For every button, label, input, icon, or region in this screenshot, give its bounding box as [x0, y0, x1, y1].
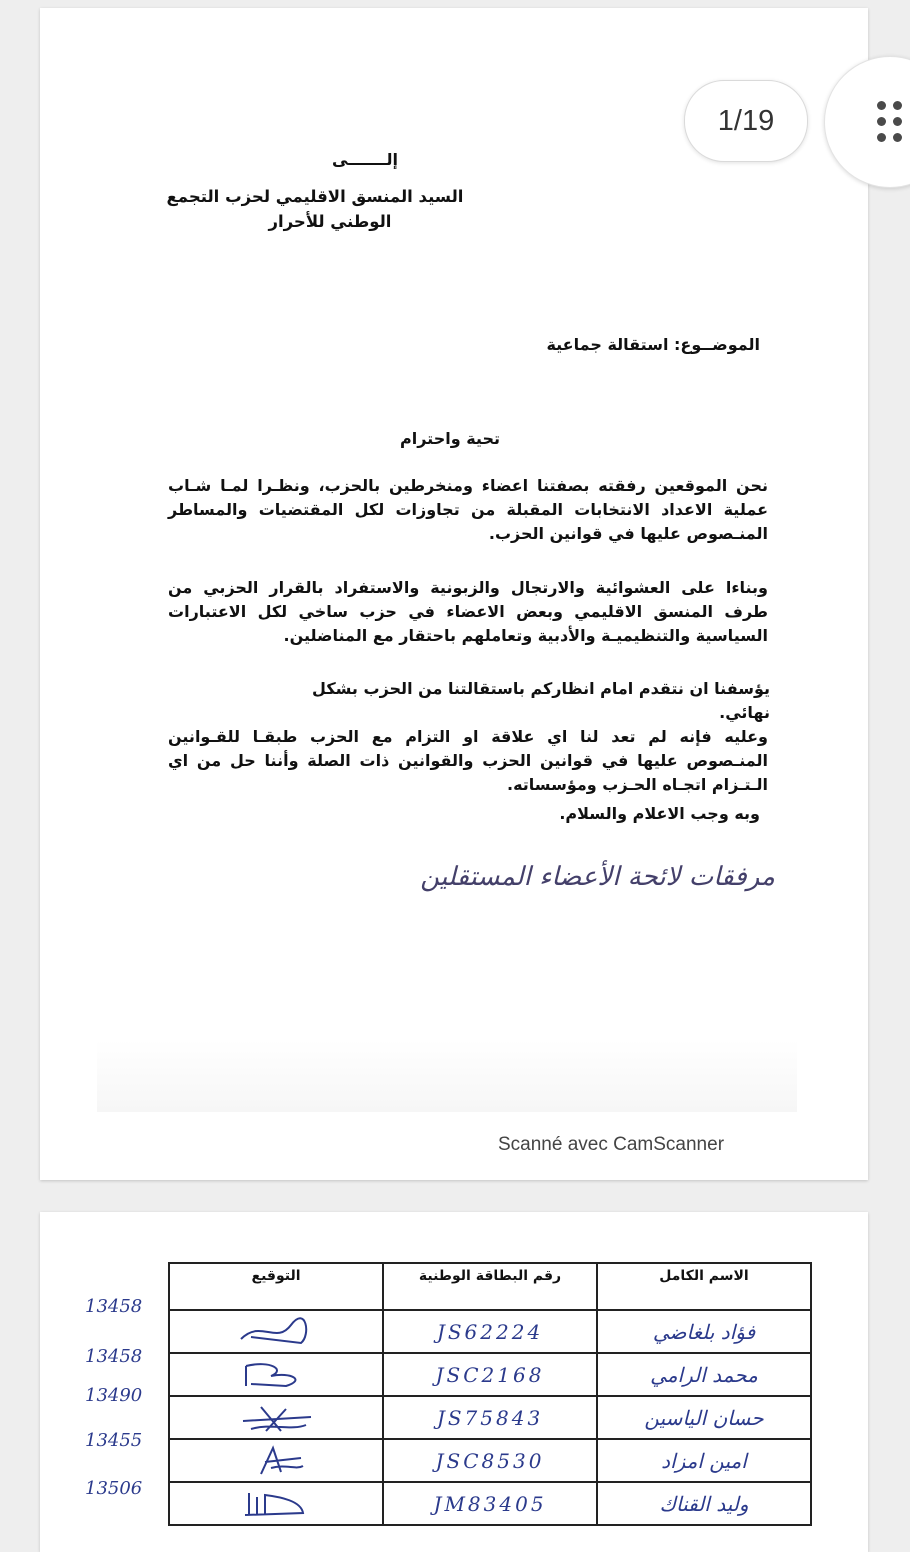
- member-name: حسان الياسين: [597, 1396, 811, 1439]
- margin-number: 13490: [85, 1385, 143, 1406]
- margin-number: 13506: [85, 1478, 143, 1499]
- member-signature: [169, 1396, 383, 1439]
- addressee-line-1: السيد المنسق الاقليمي لحزب التجمع: [166, 187, 464, 206]
- member-card-number: JS62224: [383, 1310, 597, 1353]
- table-row: [169, 1353, 811, 1396]
- member-signature: [169, 1439, 383, 1482]
- table-row: [169, 1439, 811, 1482]
- addressee-heading: إلـــــــى: [332, 150, 398, 169]
- member-card-number: JM83405: [383, 1482, 597, 1525]
- margin-number: 13458: [85, 1296, 143, 1317]
- member-signature: [169, 1353, 383, 1396]
- document-page-2: [40, 1212, 868, 1552]
- members-table: [168, 1262, 812, 1526]
- margin-number: 13458: [85, 1346, 143, 1367]
- letter-subject: الموضــوع: استقالة جماعية: [546, 335, 760, 354]
- letter-greeting: تحية واحترام: [400, 429, 500, 448]
- member-signature: [169, 1310, 383, 1353]
- member-card-number: JSC2168: [383, 1353, 597, 1396]
- handwritten-attachment-note: مرفقات لائحة الأعضاء المستقلين: [420, 862, 775, 892]
- letter-paragraph-1: نحن الموقعين رفقته بصفتنا اعضاء ومنخرطين بالحزب، ونظـرا لمـا شـاب عملية الاعداد الانتخابات المقبلة من تجاوزات لكل المقتضيات والمساطر المنـصوص عليها في قوانين الحزب.: [168, 476, 768, 543]
- addressee-line-2: الوطني للأحرار: [268, 212, 392, 231]
- signature-mark: [231, 1444, 321, 1478]
- signature-mark: [231, 1401, 321, 1435]
- table-row: [169, 1396, 811, 1439]
- letter-paragraph-3: يؤسفنا ان نتقدم امام انظاركم باستقالتنا من الحزب بشكل نهائي.: [312, 679, 770, 722]
- letter-paragraph-4: وعليه فإنه لم تعد لنا اي علاقة او التزام مع الحزب طبقـا للقـوانين المنـصوص عليها في قوانين الحزب والقوانين ذات الصلة وأننا حل من اي الـتـزام اتجـاه الحـزب ومؤسساته.: [168, 727, 768, 794]
- letter-paragraph-2: وبناءا على العشوائية والارتجال والزبونية والاستفراد بالقرار الحزبي من طرف المنسق الاقليمي وبعض الاعضاء في حزب ساخي لكل الاعتبارات السياسية والتنظيميـة والأدبية وتعاملهم باحتقار مع المناضلين.: [168, 578, 768, 645]
- signature-mark: [231, 1487, 321, 1521]
- member-card-number: JSC8530: [383, 1439, 597, 1482]
- member-card-number: JS75843: [383, 1396, 597, 1439]
- header-full-name: الاسم الكامل: [597, 1263, 811, 1310]
- margin-number: 13455: [85, 1430, 143, 1451]
- member-name: محمد الرامي: [597, 1353, 811, 1396]
- member-signature: [169, 1482, 383, 1525]
- scan-edge-shade: [97, 1040, 797, 1112]
- signature-mark: [231, 1358, 321, 1392]
- page-counter: 1/19: [684, 80, 808, 162]
- letter-closing: وبه وجب الاعلام والسلام.: [559, 804, 760, 823]
- table-row: [169, 1310, 811, 1353]
- camscanner-watermark: Scanné avec CamScanner: [498, 1134, 725, 1155]
- table-row: [169, 1482, 811, 1525]
- signature-mark: [231, 1315, 321, 1349]
- member-name: امين امزاد: [597, 1439, 811, 1482]
- member-name: وليد القناك: [597, 1482, 811, 1525]
- header-signature: التوقيع: [169, 1263, 383, 1310]
- header-national-id: رقم البطاقة الوطنية: [383, 1263, 597, 1310]
- member-name: فؤاد بلغاضي: [597, 1310, 811, 1353]
